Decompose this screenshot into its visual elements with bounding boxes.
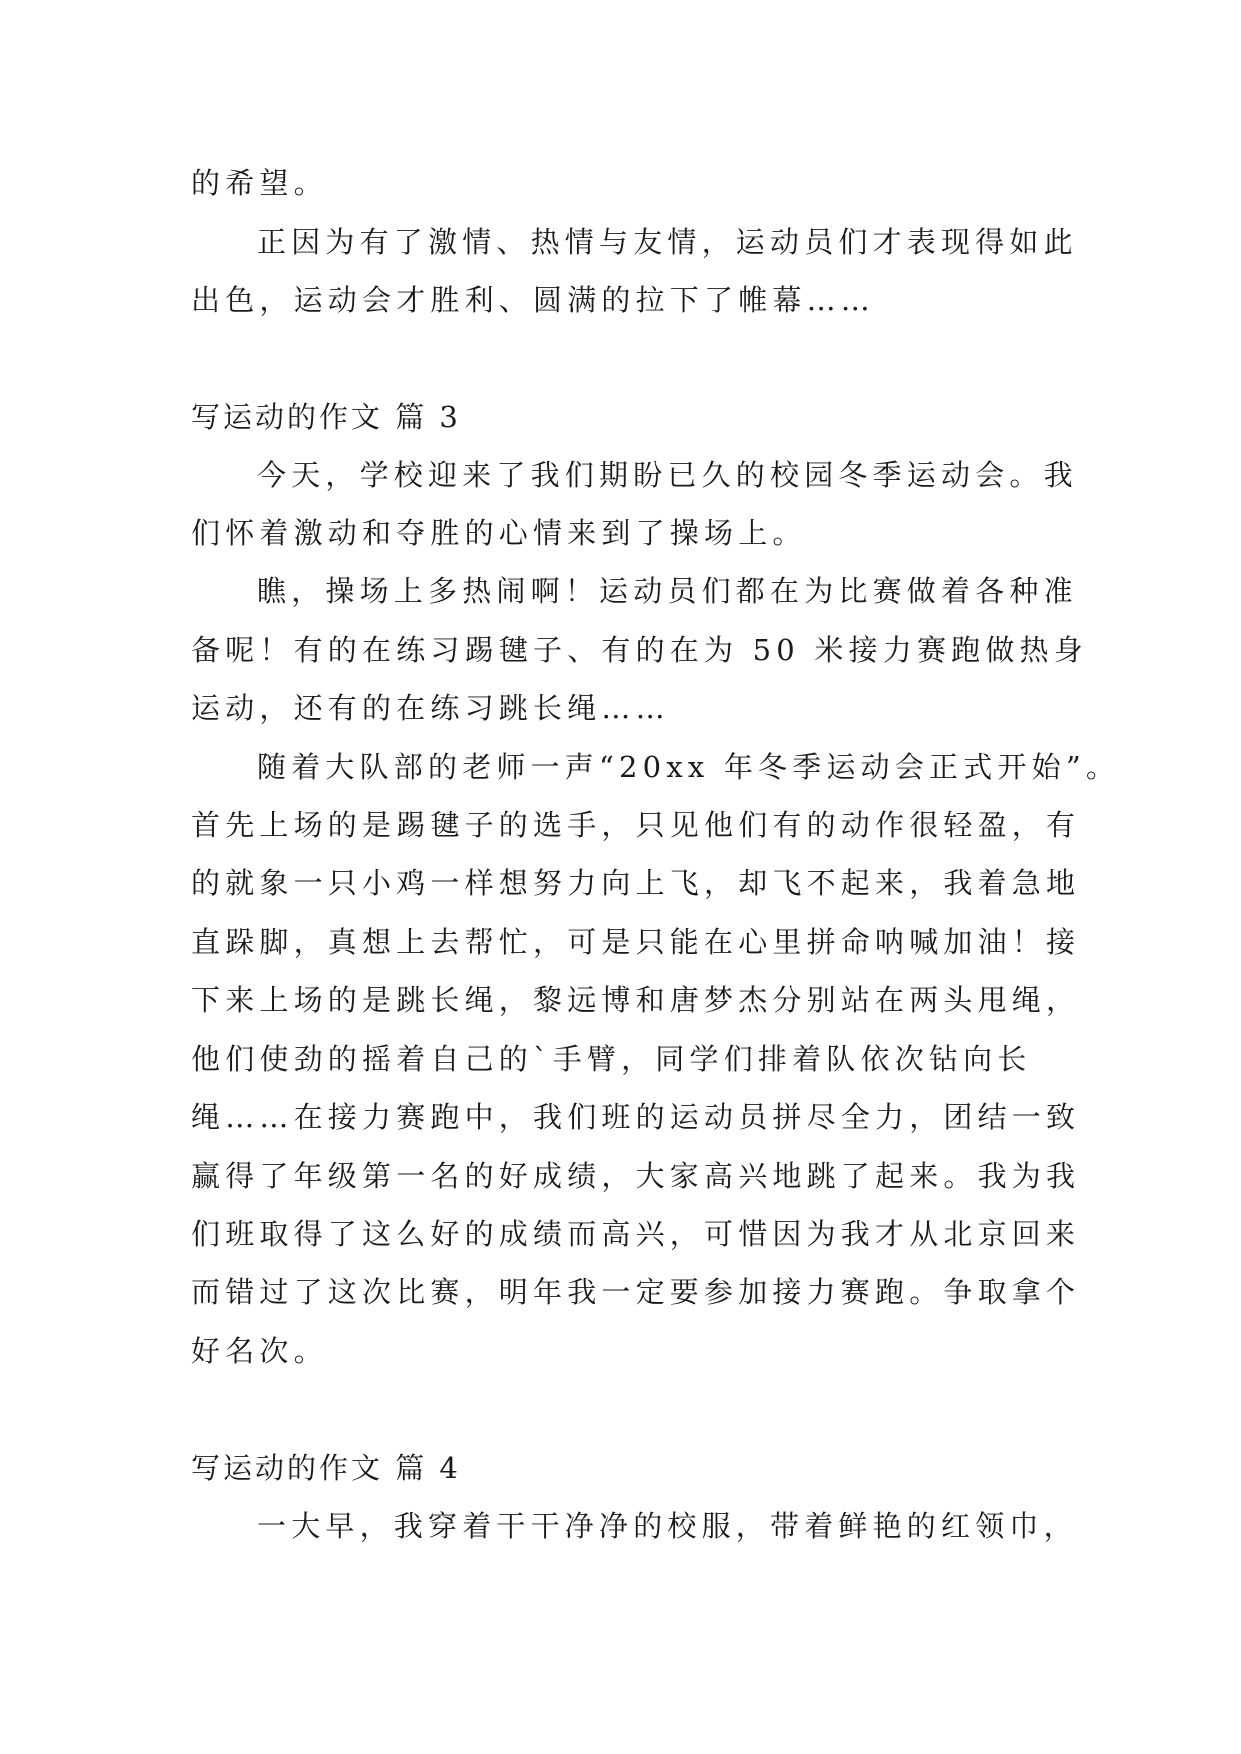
text-line: 赢得了年级第一名的好成绩，大家高兴地跳了起来。我为我 xyxy=(191,1159,1081,1193)
text-line: 而错过了这次比赛，明年我一定要参加接力赛跑。争取拿个 xyxy=(191,1275,1081,1309)
text-line: 首先上场的是踢毽子的选手，只见他们有的动作很轻盈，有 xyxy=(191,808,1081,842)
text-line: 他们使劲的摇着自己的`手臂，同学们排着队依次钻向长 xyxy=(191,1042,1032,1076)
paragraph-start-line: 一大早，我穿着干干净净的校服，带着鲜艳的红领巾， xyxy=(257,1509,1078,1543)
text-line: 运动，还有的在练习跳长绳…… xyxy=(191,691,670,725)
text-line: 们班取得了这么好的成绩而高兴，可惜因为我才从北京回来 xyxy=(191,1217,1081,1251)
text-line: 的希望。 xyxy=(191,166,328,200)
text-line: 的就象一只小鸡一样想努力向上飞，却飞不起来，我着急地 xyxy=(191,866,1081,900)
text-line: 下来上场的是跳长绳，黎远博和唐梦杰分别站在两头甩绳， xyxy=(191,983,1081,1017)
text-line: 们怀着激动和夺胜的心情来到了操场上。 xyxy=(191,516,807,550)
text-line: 好名次。 xyxy=(191,1334,328,1368)
text-line: 绳……在接力赛跑中，我们班的运动员拼尽全力，团结一致 xyxy=(191,1100,1081,1134)
paragraph-start-line: 今天，学校迎来了我们期盼已久的校园冬季运动会。我 xyxy=(257,458,1078,492)
paragraph-start-line: 正因为有了激情、热情与友情，运动员们才表现得如此 xyxy=(257,225,1078,259)
section-heading-4: 写运动的作文 篇 4 xyxy=(191,1451,461,1485)
section-heading-3: 写运动的作文 篇 3 xyxy=(191,400,461,434)
text-line: 直跺脚，真想上去帮忙，可是只能在心里拼命呐喊加油！接 xyxy=(191,925,1081,959)
paragraph-start-line: 瞧，操场上多热闹啊！运动员们都在为比赛做着各种准 xyxy=(257,574,1078,608)
text-line: 出色，运动会才胜利、圆满的拉下了帷幕…… xyxy=(191,283,876,317)
text-line: 备呢！有的在练习踢毽子、有的在为 50 米接力赛跑做热身 xyxy=(191,633,1088,667)
paragraph-start-line: 随着大队部的老师一声“20xx 年冬季运动会正式开始”。 xyxy=(257,750,1121,784)
